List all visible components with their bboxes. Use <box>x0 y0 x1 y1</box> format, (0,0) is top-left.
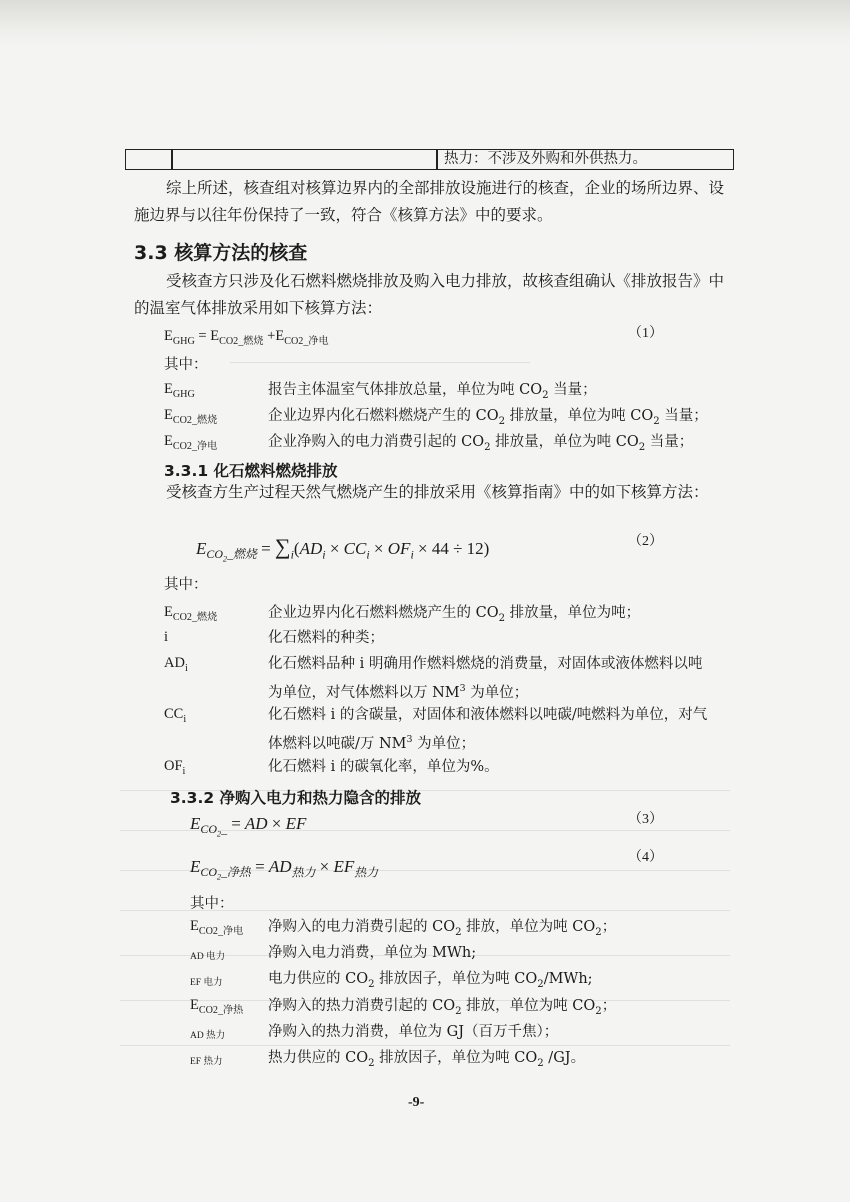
definition-symbol: i <box>164 629 169 645</box>
intro-line-1: 受核查方只涉及化石燃料燃烧排放及购入电力排放，故核查组确认《排放报告》中 <box>166 272 725 290</box>
definition-symbol: $E_{CO2\_净电}$ <box>190 918 244 937</box>
definition-text: 体燃料以吨碳/万 $NM^3$ 为单位； <box>268 734 476 752</box>
where-label: 其中： <box>164 577 208 593</box>
definition-symbol: EF 热力 <box>190 1057 223 1067</box>
definition-text: 净购入的热力消费，单位为 GJ（百万千焦）； <box>268 1024 559 1040</box>
definition-symbol: $AD_i$ <box>164 655 188 674</box>
summary-line-2: 施边界与以往年份保持了一致，符合《核算方法》中的要求。 <box>134 206 553 224</box>
equation-number-3: （3） <box>628 812 663 827</box>
equation-number-1: （1） <box>628 326 663 341</box>
summary-line-1: 综上所述，核查组对核算边界内的全部排放设施进行的核查，企业的场所边界、设 <box>166 179 725 197</box>
table-cell-divider <box>171 150 173 169</box>
definition-e-co2-net-power: 企业净购入的电力消费引起的 $CO_2$ 排放量，单位为吨 $CO_2$ 当量； <box>268 434 694 453</box>
definition-text: 化石燃料 i 的碳氧化率，单位为%。 <box>268 759 499 775</box>
show-through <box>230 362 530 363</box>
definition-symbol: $CC_i$ <box>164 706 187 725</box>
table-last-row <box>125 149 734 170</box>
definition-text: 化石燃料品种 i 明确用作燃料燃烧的消费量，对固体或液体燃料以吨 <box>268 656 703 672</box>
definition-text: 热力供应的 $CO_2$ 排放因子，单位为吨 $CO_2$ /GJ。 <box>268 1050 586 1069</box>
definition-text: 企业边界内化石燃料燃烧产生的 $CO_2$ 排放量，单位为吨； <box>268 605 641 624</box>
definition-symbol: AD 热力 <box>190 1031 226 1041</box>
table-cell-divider <box>436 150 438 169</box>
page-number: -9- <box>408 1095 425 1110</box>
where-label: 其中： <box>164 357 208 373</box>
definition-symbol: AD 电力 <box>190 952 226 962</box>
equation-number-4: （4） <box>628 850 663 865</box>
symbol-e-co2-net-power: $E_{CO2\_净电}$ <box>164 433 218 452</box>
section-3-3-1-intro: 受核查方生产过程天然气燃烧产生的排放采用《核算指南》中的如下核算方法： <box>166 483 709 501</box>
show-through <box>120 1045 730 1046</box>
equation-3: $E_{CO_2\_}$ = AD × EF <box>190 814 307 839</box>
definition-symbol: $E_{CO2\_净热}$ <box>190 997 244 1016</box>
definition-text: 净购入电力消费，单位为 MWh; <box>268 945 477 961</box>
table-cell-heat-note: 热力：不涉及外购和外供热力。 <box>444 151 647 167</box>
definition-text: 电力供应的 $CO_2$ 排放因子，单位为吨 $CO_2$/MWh; <box>268 971 593 990</box>
definition-e-ghg: 报告主体温室气体排放总量，单位为吨 $CO_2$ 当量； <box>268 382 597 401</box>
equation-2: $E_{CO_2\_燃烧} = \sum_i(AD_i \times CC_i \times OF_i \times 44 \div 12)$ <box>196 534 490 564</box>
intro-line-2: 的温室气体排放采用如下核算方法： <box>134 299 383 317</box>
section-heading-3-3: 3.3 核算方法的核查 <box>134 242 308 264</box>
equation-1: $E_{GHG} = E_{CO2\_燃烧} +E_{CO2\_净电}$ <box>164 328 329 347</box>
definition-text: 为单位，对气体燃料以万 $NM^3$ 为单位； <box>268 683 529 701</box>
definition-symbol: EF 电力 <box>190 978 223 988</box>
equation-number-2: （2） <box>628 534 663 549</box>
equation-4: $E_{CO_2\_净热} = AD_{热力} \times EF_{热力}$ <box>190 857 379 882</box>
definition-text: 净购入的电力消费引起的 $CO_2$ 排放，单位为吨 $CO_2$； <box>268 919 617 938</box>
definition-text: 净购入的热力消费引起的 $CO_2$ 排放，单位为吨 $CO_2$； <box>268 998 617 1017</box>
definition-text: 化石燃料的种类； <box>268 630 384 646</box>
symbol-e-ghg: $E_{GHG}$ <box>164 381 195 400</box>
symbol-e-co2-combustion: $E_{CO2\_燃烧}$ <box>164 407 218 426</box>
definition-symbol: $OF_i$ <box>164 758 186 777</box>
definition-e-co2-combustion: 企业边界内化石燃料燃烧产生的 $CO_2$ 排放量，单位为吨 $CO_2$ 当量； <box>268 408 708 427</box>
definition-text: 化石燃料 i 的含碳量，对固体和液体燃料以吨碳/吨燃料为单位，对气 <box>268 707 708 723</box>
where-label: 其中： <box>190 896 234 912</box>
definition-symbol: $E_{CO2\_燃烧}$ <box>164 604 218 623</box>
section-heading-3-3-1: 3.3.1 化石燃料燃烧排放 <box>164 462 338 480</box>
section-heading-3-3-2: 3.3.2 净购入电力和热力隐含的排放 <box>170 789 422 807</box>
